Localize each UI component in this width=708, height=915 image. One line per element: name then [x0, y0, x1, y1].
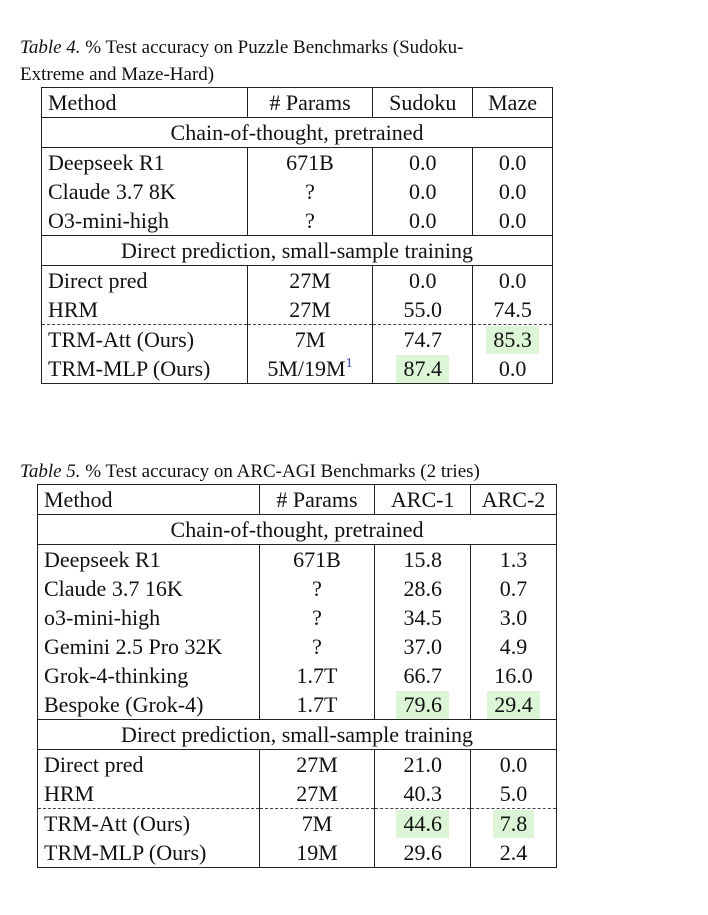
- table5-caption-text: % Test accuracy on ARC-AGI Benchmarks (2 tries): [85, 461, 480, 482]
- cell-sudoku: 0.0: [373, 177, 473, 206]
- cell-method: Claude 3.7 16K: [38, 574, 260, 603]
- cell-params: 7M: [259, 809, 375, 839]
- cell-arc1: 29.6: [375, 838, 471, 868]
- cell-maze: 0.0: [473, 354, 553, 384]
- cell-method: Bespoke (Grok-4): [38, 690, 260, 720]
- table-row: [38, 574, 557, 603]
- cell-method: HRM: [42, 295, 248, 325]
- table4-section-cot: [42, 118, 553, 148]
- header-arc1: ARC-1: [375, 485, 471, 515]
- cell-method: O3-mini-high: [42, 206, 248, 236]
- table-row: [42, 325, 553, 355]
- header-params: # Params: [247, 88, 373, 118]
- cell-params: 671B: [259, 545, 375, 575]
- cell-sudoku: 0.0: [373, 148, 473, 178]
- cell-method: Direct pred: [42, 266, 248, 296]
- cell-arc1: [375, 690, 471, 720]
- cell-arc1: [375, 809, 471, 839]
- cell-maze: 0.0: [473, 266, 553, 296]
- table-row: [42, 295, 553, 325]
- cell-sudoku: 74.7: [373, 325, 473, 355]
- section-title: Chain-of-thought, pretrained: [42, 118, 553, 148]
- cell-arc1: 34.5: [375, 603, 471, 632]
- cell-params: 19M: [259, 838, 375, 868]
- table4-header-row: [42, 88, 553, 118]
- cell-params: 27M: [247, 295, 373, 325]
- cell-params: 671B: [247, 148, 373, 178]
- table-row: [42, 148, 553, 178]
- cell-method: Gemini 2.5 Pro 32K: [38, 632, 260, 661]
- table5-caption: [20, 458, 480, 485]
- cell-method: Deepseek R1: [38, 545, 260, 575]
- cell-arc2: 3.0: [471, 603, 557, 632]
- table5-section-direct: [38, 720, 557, 750]
- section-title: Chain-of-thought, pretrained: [38, 515, 557, 545]
- table4-caption: [20, 34, 464, 88]
- cell-method: Deepseek R1: [42, 148, 248, 178]
- cell-maze: 0.0: [473, 177, 553, 206]
- table5: [37, 484, 557, 868]
- table-row: [38, 809, 557, 839]
- cell-arc2: 2.4: [471, 838, 557, 868]
- table4-caption-line2: Extreme and Maze-Hard): [20, 64, 215, 85]
- cell-params: 27M: [259, 779, 375, 809]
- cell-params: ?: [259, 603, 375, 632]
- cell-maze: 0.0: [473, 148, 553, 178]
- table-row: [38, 838, 557, 868]
- cell-arc1: 37.0: [375, 632, 471, 661]
- cell-method: HRM: [38, 779, 260, 809]
- cell-method: o3-mini-high: [38, 603, 260, 632]
- table5-header-row: [38, 485, 557, 515]
- cell-sudoku: 55.0: [373, 295, 473, 325]
- header-sudoku: Sudoku: [373, 88, 473, 118]
- table-row: [38, 779, 557, 809]
- cell-arc2: 5.0: [471, 779, 557, 809]
- best-score-highlight: 29.4: [487, 691, 540, 719]
- header-maze: Maze: [473, 88, 553, 118]
- best-score-highlight: 44.6: [396, 810, 449, 838]
- cell-method: Grok-4-thinking: [38, 661, 260, 690]
- cell-arc2: 1.3: [471, 545, 557, 575]
- cell-params: 27M: [259, 750, 375, 780]
- params-value: 5M/19M: [267, 356, 346, 381]
- best-score-highlight: 87.4: [396, 355, 449, 383]
- cell-params: 7M: [247, 325, 373, 355]
- header-method: Method: [38, 485, 260, 515]
- table-row: [38, 661, 557, 690]
- cell-params: ?: [259, 574, 375, 603]
- cell-params: 27M: [247, 266, 373, 296]
- header-method: Method: [42, 88, 248, 118]
- best-score-highlight: 7.8: [493, 810, 535, 838]
- cell-maze: 0.0: [473, 206, 553, 236]
- cell-arc2: 0.7: [471, 574, 557, 603]
- cell-arc2: 4.9: [471, 632, 557, 661]
- table4: [41, 87, 553, 384]
- cell-params: 1.7T: [259, 661, 375, 690]
- footnote-marker[interactable]: 1: [345, 356, 353, 371]
- table-row: [42, 354, 553, 384]
- cell-method: TRM-Att (Ours): [38, 809, 260, 839]
- cell-maze: 74.5: [473, 295, 553, 325]
- table5-caption-label: Table 5.: [20, 461, 81, 482]
- cell-params: [247, 354, 373, 384]
- table-row: [38, 545, 557, 575]
- cell-arc1: 66.7: [375, 661, 471, 690]
- cell-maze: [473, 325, 553, 355]
- table-row: [38, 750, 557, 780]
- cell-method: TRM-Att (Ours): [42, 325, 248, 355]
- header-params: # Params: [259, 485, 375, 515]
- table4-caption-label: Table 4.: [20, 37, 81, 58]
- table5-section-cot: [38, 515, 557, 545]
- cell-params: ?: [247, 206, 373, 236]
- table4-section-direct: [42, 236, 553, 266]
- table-row: [38, 603, 557, 632]
- cell-arc2: 16.0: [471, 661, 557, 690]
- section-title: Direct prediction, small-sample training: [42, 236, 553, 266]
- header-arc2: ARC-2: [471, 485, 557, 515]
- table4-caption-line1: % Test accuracy on Puzzle Benchmarks (Sudoku-: [85, 37, 464, 58]
- cell-method: Claude 3.7 8K: [42, 177, 248, 206]
- table-row: [42, 266, 553, 296]
- cell-arc1: 28.6: [375, 574, 471, 603]
- cell-sudoku: 0.0: [373, 266, 473, 296]
- cell-method: TRM-MLP (Ours): [38, 838, 260, 868]
- section-title: Direct prediction, small-sample training: [38, 720, 557, 750]
- cell-sudoku: 0.0: [373, 206, 473, 236]
- cell-arc2: 0.0: [471, 750, 557, 780]
- cell-arc1: 21.0: [375, 750, 471, 780]
- cell-params: 1.7T: [259, 690, 375, 720]
- cell-params: ?: [247, 177, 373, 206]
- cell-method: TRM-MLP (Ours): [42, 354, 248, 384]
- cell-arc1: 15.8: [375, 545, 471, 575]
- cell-method: Direct pred: [38, 750, 260, 780]
- table-row: [38, 632, 557, 661]
- cell-arc2: [471, 809, 557, 839]
- cell-arc2: [471, 690, 557, 720]
- table-row: [42, 177, 553, 206]
- table-row: [38, 690, 557, 720]
- table-row: [42, 206, 553, 236]
- best-score-highlight: 79.6: [396, 691, 449, 719]
- cell-arc1: 40.3: [375, 779, 471, 809]
- best-score-highlight: 85.3: [486, 326, 539, 354]
- cell-params: ?: [259, 632, 375, 661]
- cell-sudoku: [373, 354, 473, 384]
